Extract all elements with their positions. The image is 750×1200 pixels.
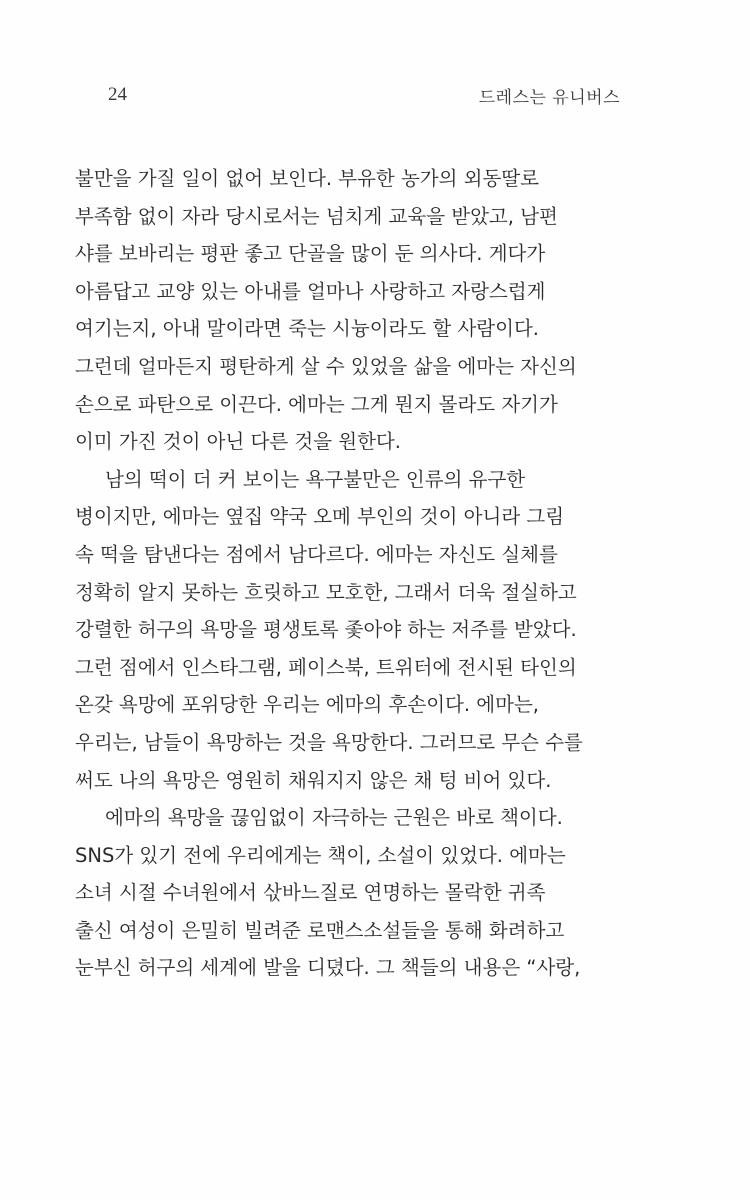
text-line: 정확히 알지 못하는 흐릿하고 모호한, 그래서 더욱 절실하고: [75, 580, 577, 604]
text-line: 온갖 욕망에 포위당한 우리는 에마의 후손이다. 에마는,: [75, 693, 540, 717]
page-number: 24: [108, 84, 127, 105]
text-line: 이미 가진 것이 아닌 다른 것을 원한다.: [75, 430, 401, 454]
text-line: 그런 점에서 인스타그램, 페이스북, 트위터에 전시된 타인의: [75, 655, 577, 679]
paragraph-start-line: 에마의 욕망을 끊임없이 자극하는 근원은 바로 책이다.: [105, 806, 563, 830]
text-line: SNS가 있기 전에 우리에게는 책이, 소설이 있었다. 에마는: [75, 843, 566, 867]
paragraph-start-line: 남의 떡이 더 커 보이는 욕구불만은 인류의 유구한: [105, 467, 526, 491]
text-line: 여기는지, 아내 말이라면 죽는 시늉이라도 할 사람이다.: [75, 317, 540, 341]
text-line: 불만을 가질 일이 없어 보인다. 부유한 농가의 외동딸로: [75, 167, 540, 190]
text-line: 속 떡을 탐낸다는 점에서 남다르다. 에마는 자신도 실체를: [75, 542, 558, 566]
text-line: 병이지만, 에마는 옆집 약국 오메 부인의 것이 아니라 그림: [75, 505, 565, 529]
running-title: 드레스는 유니버스: [478, 87, 620, 108]
text-line: 샤를 보바리는 평판 좋고 단골을 많이 둔 의사다. 게다가: [75, 242, 546, 266]
text-line: 눈부신 허구의 세계에 발을 디뎠다. 그 책들의 내용은 “사랑,: [75, 956, 581, 980]
text-line: 부족함 없이 자라 당시로서는 넘치게 교육을 받았고, 남편: [75, 204, 558, 228]
text-line: 손으로 파탄으로 이끈다. 에마는 그게 뭔지 몰라도 자기가: [75, 392, 558, 416]
text-line: 그런데 얼마든지 평탄하게 살 수 있었을 삶을 에마는 자신의: [75, 354, 577, 378]
body-text: [75, 160, 620, 987]
page-header: [108, 80, 620, 110]
text-line: 강렬한 허구의 욕망을 평생토록 좇아야 하는 저주를 받았다.: [75, 618, 577, 642]
text-line: 우리는, 남들이 욕망하는 것을 욕망한다. 그러므로 무슨 수를: [75, 730, 583, 754]
text-line: 아름답고 교양 있는 아내를 얼마나 사랑하고 자랑스럽게: [75, 279, 546, 303]
text-line: 써도 나의 욕망은 영원히 채워지지 않은 채 텅 비어 있다.: [75, 768, 552, 792]
text-line: 출신 여성이 은밀히 빌려준 로맨스소설들을 통해 화려하고: [75, 918, 565, 942]
text-line: 소녀 시절 수녀원에서 삯바느질로 연명하는 몰락한 귀족: [75, 881, 546, 905]
